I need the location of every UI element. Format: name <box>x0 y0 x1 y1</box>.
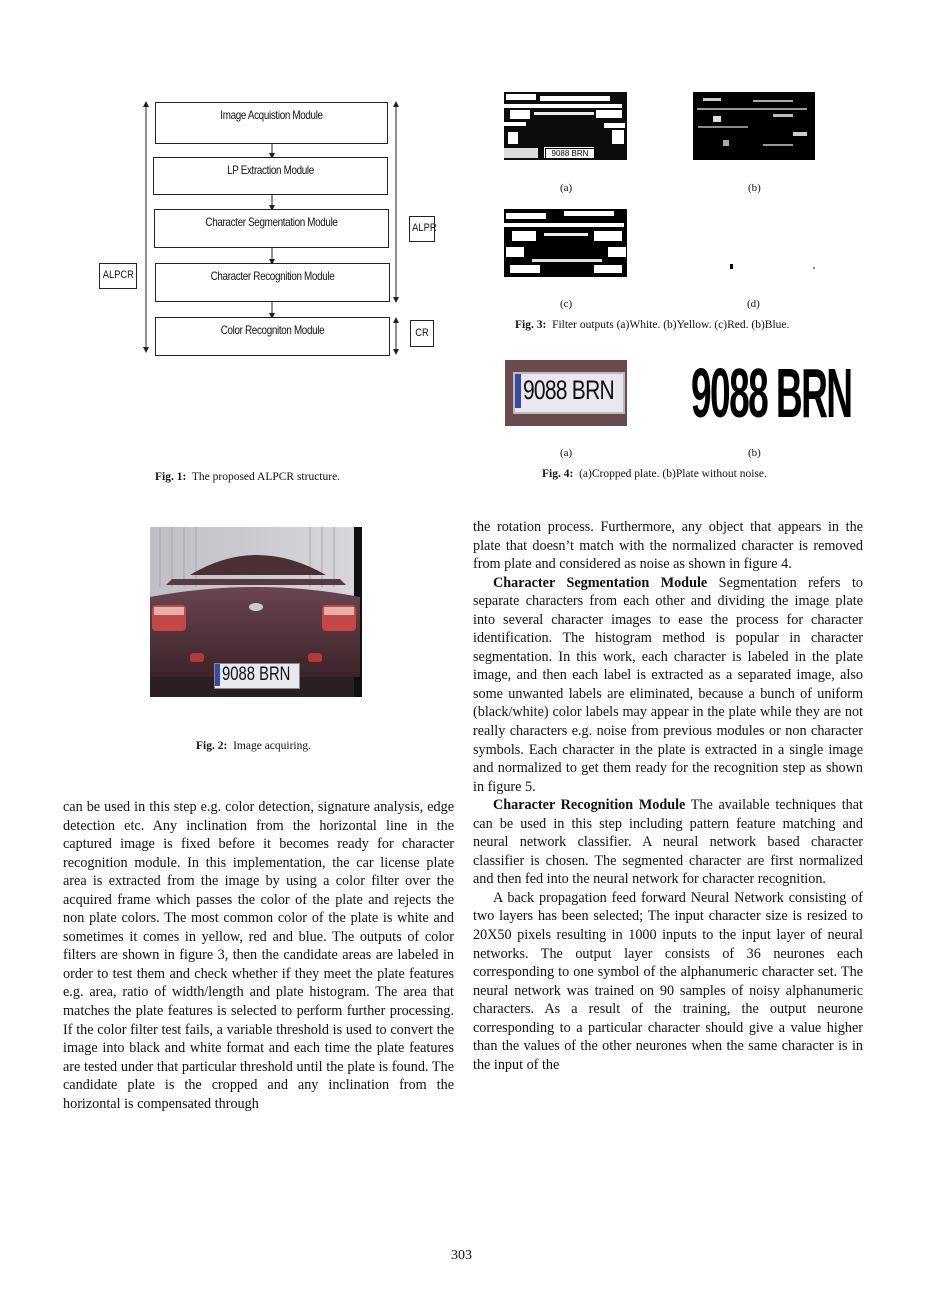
fig1-caption <box>155 471 340 483</box>
fig3-caption <box>515 319 789 331</box>
page-number: 303 <box>451 1248 472 1263</box>
left-column <box>63 798 454 1113</box>
fig2-caption-text: Image acquiring. <box>233 740 311 752</box>
fig2-car-photo <box>150 527 362 697</box>
fig3-sublabel-a: (a) <box>560 182 573 194</box>
blue-filter-noise <box>693 209 815 277</box>
fig4-sublabel-a: (a) <box>560 447 573 459</box>
fig3-red-filter-image <box>504 209 627 277</box>
fig3-white-filter-image <box>504 92 627 160</box>
fig3-caption-number: Fig. 3: <box>515 319 547 331</box>
module-image-acquisition: Image Acquistion Module <box>155 102 388 144</box>
fig4-caption-number: Fig. 4: <box>542 468 574 480</box>
fig1-caption-number: Fig. 1: <box>155 471 187 483</box>
yellow-filter-noise <box>693 92 815 160</box>
right-paragraph-neural-network: A back propagation feed forward Neural Network consisting of two layers has been selected; The input character size is resized to 20X50 pixels resulting in 1000 inputs to the input layer of neural networks. The output layer consists of 36 neurones each corresponding to one symbol of the alphanumeric character set. The neural network was trained on 90 samples of noisy alphanumeric characters. As a result of the training, the output neurone corresponding to a particular character should give a value higher than the values of the other neurones when the same character is in the input of the <box>473 889 863 1073</box>
fig3-yellow-filter-image <box>693 92 815 160</box>
fig4-binary-plate-text: 9088 BRN <box>691 354 852 432</box>
module-character-segmentation: Character Segmentation Module <box>154 209 389 248</box>
segmentation-heading: Character Segmentation Module <box>493 574 708 591</box>
fig4-cropped-plate-image <box>505 360 627 426</box>
fig2-caption <box>196 740 311 752</box>
right-column <box>473 518 863 1074</box>
fig4-caption <box>542 468 767 480</box>
fig2-plate-text: 9088 BRN <box>222 664 291 685</box>
recognition-heading: Character Recognition Module <box>493 797 686 814</box>
fig3-plate-text: 9088 BRN <box>545 148 595 159</box>
fig4-plate-without-noise-image <box>691 354 852 432</box>
right-paragraph-segmentation <box>473 574 863 797</box>
label-cr: CR <box>410 320 434 347</box>
module-color-recognition: Color Recogniton Module <box>155 317 390 356</box>
car-plate-eu-band <box>215 664 220 686</box>
fig4-caption-text: (a)Cropped plate. (b)Plate without noise. <box>579 468 767 480</box>
label-alpcr: ALPCR <box>99 263 137 289</box>
segmentation-text: Segmentation refers to separate characters from each other and dividing the image plate into several character images to ease the process for character identification. The histogram method is popular in character segmentation. In this work, each character is labeled in the plate image, and then each label is extracted as a separated image, also some unwanted labels are eliminated, because a bunch of uniform (black/white) color labels may appear in the plate while they are not really characters e.g. noise from previous modules or non character symbols. Each character in the plate is extracted in a single image and normalized to get them ready for the recognition step as shown in figure 5. <box>473 574 863 795</box>
fig2-caption-number: Fig. 2: <box>196 740 228 752</box>
right-paragraph-1: the rotation process. Furthermore, any object that appears in the plate that doesn’t match with the normalized character is removed from plate and considered as noise as shown in figure 4. <box>473 519 863 573</box>
fig3-sublabel-b: (b) <box>748 182 761 194</box>
fig3-sublabel-c: (c) <box>560 298 573 310</box>
label-alpr: ALPR <box>409 216 435 242</box>
fig4-plate-text: 9088 BRN <box>523 375 614 405</box>
red-filter-noise <box>504 209 627 277</box>
fig3-caption-text: Filter outputs (a)White. (b)Yellow. (c)Red. (b)Blue. <box>552 319 790 331</box>
fig3-blue-filter-image <box>693 209 815 277</box>
left-paragraph-1: can be used in this step e.g. color detection, signature analysis, edge detection etc. Any inclination from the horizontal line in the captured image is fixed before it becomes ready for character recognition module. In this implementation, the car license plate area is extracted from the image by using a color filter over the acquired frame which passes the color of the plate and rejects the non plate colors. The most common color of the plate is white and sometimes it comes in yellow, red and blue. The outputs of color filters are shown in figure 3, then the candidate areas are labeled in order to test them and check whether if they meet the plate features e.g. area, ratio of width/length and plate histogram. The area that matches the plate features is selected to perform further processing. If the color filter test fails, a variable threshold is used to convert the image into black and white format and each time the plate features are tested under that particular threshold until the plate is found. The candidate plate is the cropped and any inclination from the horizontal is compensated through <box>63 799 454 1112</box>
right-paragraph-recognition <box>473 796 863 889</box>
fig4-sublabel-b: (b) <box>748 447 761 459</box>
fig3-sublabel-d: (d) <box>747 298 760 310</box>
module-lp-extraction: LP Extraction Module <box>153 157 388 195</box>
recognition-text: The available techniques that can be used in this step including pattern feature matching and neural network classifier. A neural network based character classifier is chosen. The segmented character are first normalized and then fed into the neural network for character recognition. <box>473 797 863 888</box>
fig1-caption-text: The proposed ALPCR structure. <box>191 471 341 483</box>
module-character-recognition: Character Recognition Module <box>155 263 390 302</box>
eu-band <box>515 374 521 408</box>
